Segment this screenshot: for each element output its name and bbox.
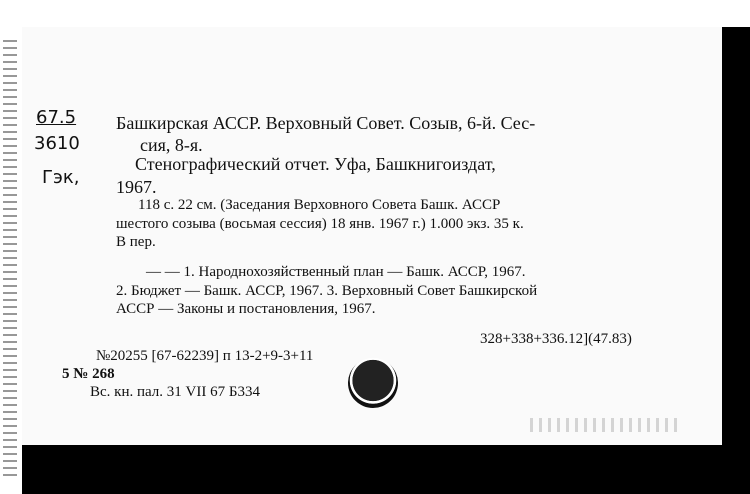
entry-note: шестого созыва (восьмая сессия) 18 янв. 1967 г.) 1.000 экз. 35 к. [116, 216, 524, 232]
call-number-line-2: 3610 [34, 133, 80, 154]
scan-edge-texture [3, 40, 17, 480]
entry-binding: В пер. [116, 234, 156, 250]
subject-headings-3: АССР — Законы и постановления, 1967. [116, 301, 376, 317]
scan-left-edge [0, 0, 22, 494]
entry-title: Стенографический отчет. Уфа, Башкнигоиздат, [135, 154, 496, 174]
call-number-line-3: Гэк, [42, 167, 80, 188]
scan-top-margin [0, 0, 750, 27]
order-number: №20255 [67-62239] п 13-2+9-3+11 [96, 348, 314, 364]
catalog-card [22, 27, 722, 445]
entry-heading: Башкирская АССР. Верховный Совет. Созыв, 6-й. Сес- [116, 113, 536, 133]
entry-heading-cont: сия, 8-я. [140, 135, 203, 155]
scan-right-border [722, 27, 750, 445]
scan-bottom-border [22, 445, 750, 494]
classification-index: 328+338+336.12](47.83) [480, 331, 632, 347]
book-chamber-note: Вс. кн. пал. 31 VII 67 Б334 [90, 384, 260, 400]
card-number: 5 № 268 [62, 366, 115, 382]
subject-headings-1: — — 1. Народнохозяйственный план — Башк. АССР, 1967. [146, 264, 526, 280]
faint-stamp [530, 418, 680, 432]
entry-physical: 118 с. 22 см. (Заседания Верховного Совета Башк. АССР [138, 197, 501, 213]
entry-year: 1967. [116, 177, 157, 197]
call-number-line-1: 67.5 [36, 107, 77, 128]
subject-headings-2: 2. Бюджет — Башк. АССР, 1967. 3. Верховный Совет Башкирской [116, 283, 538, 299]
stamp-mark [348, 358, 398, 408]
